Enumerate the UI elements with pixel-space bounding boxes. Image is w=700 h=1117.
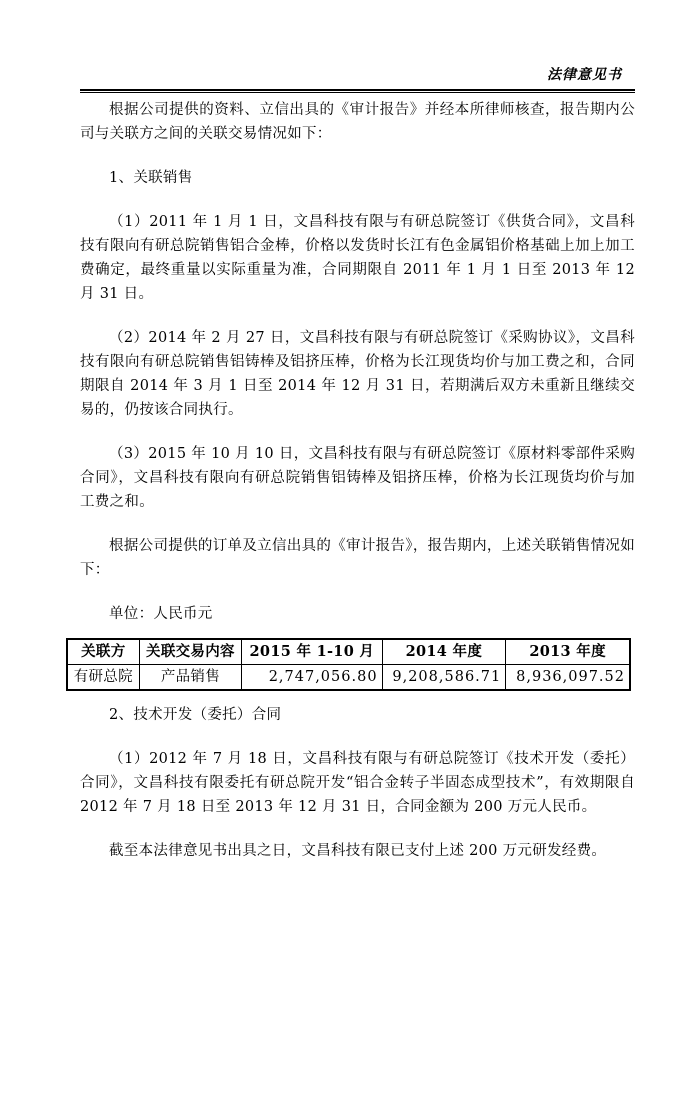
tech-contract-item-1: （1）2012 年 7 月 18 日，文昌科技有限与有研总院签订《技术开发（委托）合同》，文昌科技有限委托有研总院开发“铝合金转子半固态成型技术”，有效期限自 2012 年 7 月 18 日至 2013 年 12 月 31 日，合同金额为 200 万元人民币。: [80, 751, 635, 815]
related-sales-table: [66, 638, 631, 691]
document-body: [73, 98, 635, 883]
header-divider: [80, 89, 635, 93]
col-related-party: 关联方: [67, 639, 139, 665]
table-row: [67, 665, 630, 691]
sales-item-3: （3）2015 年 10 月 10 日，文昌科技有限与有研总院签订《原材料零部件采购合同》，文昌科技有限向有研总院销售铝铸棒及铝挤压棒，价格为长江现货均价与加工费之和。: [80, 446, 635, 510]
table-header-row: [67, 639, 630, 665]
cell-amount-2014: 9,208,586.71: [382, 665, 506, 691]
cell-amount-2013: 8,936,097.52: [506, 665, 630, 691]
section-heading-related-sales: 1、关联销售: [109, 170, 193, 186]
sales-item-1: （1）2011 年 1 月 1 日，文昌科技有限与有研总院签订《供货合同》，文昌科技有限向有研总院销售铝合金棒，价格以发货时长江有色金属铝价格基础上加上加工费确定，最终重量以实际重量为准，合同期限自 2011 年 1 月 1 日至 2013 年 12 月 31 日。: [80, 214, 635, 302]
col-2014: 2014 年度: [382, 639, 506, 665]
document-header-title: 法律意见书: [547, 67, 622, 83]
col-2013: 2013 年度: [506, 639, 630, 665]
currency-unit-label: 单位：人民币元: [109, 606, 213, 622]
col-2015-jan-oct: 2015 年 1-10 月: [242, 639, 382, 665]
closing-paragraph: 截至本法律意见书出具之日，文昌科技有限已支付上述 200 万元研发经费。: [109, 843, 607, 859]
cell-transaction-content: 产品销售: [139, 665, 242, 691]
intro-paragraph: 根据公司提供的资料、立信出具的《审计报告》并经本所律师核查，报告期内公司与关联方之间的关联交易情况如下：: [80, 102, 635, 142]
cell-amount-2015: 2,747,056.80: [242, 665, 382, 691]
sales-summary-paragraph: 根据公司提供的订单及立信出具的《审计报告》，报告期内，上述关联销售情况如下：: [80, 538, 635, 578]
section-heading-tech-development: 2、技术开发（委托）合同: [109, 707, 282, 723]
col-transaction-content: 关联交易内容: [139, 639, 242, 665]
cell-related-party: 有研总院: [67, 665, 139, 691]
sales-item-2: （2）2014 年 2 月 27 日，文昌科技有限与有研总院签订《采购协议》，文昌科技有限向有研总院销售铝铸棒及铝挤压棒，价格为长江现货均价与加工费之和，合同期限自 2014 年 3 月 1 日至 2014 年 12 月 31 日，若期满后双方未重新且继续交易的，仍按该合同执行。: [80, 330, 635, 418]
